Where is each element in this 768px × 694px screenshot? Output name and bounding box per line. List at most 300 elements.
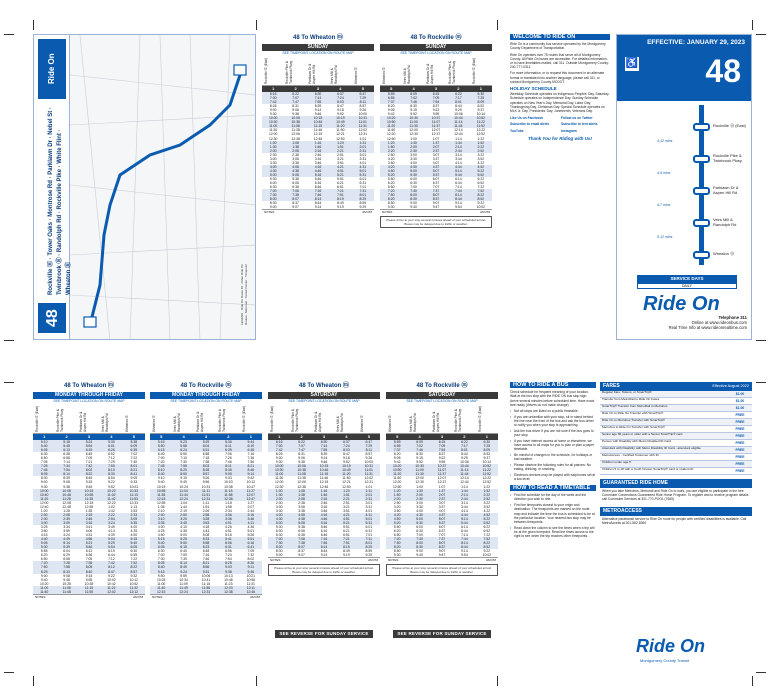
trip-time: 6:31 bbox=[202, 448, 210, 453]
trip-time: 5:01 bbox=[365, 516, 373, 521]
trip-time: 12:50 bbox=[342, 484, 351, 489]
trip-time: 11:00 bbox=[275, 472, 284, 477]
realtime-link[interactable]: Real Time Info at www.rideonrealtime.com bbox=[668, 325, 747, 330]
trip-time: 5:00 bbox=[269, 172, 277, 177]
facebook-link[interactable]: Like Us on Facebook bbox=[510, 116, 543, 121]
trip-time: 9:59 bbox=[432, 112, 440, 117]
trip-time: 7:17 bbox=[455, 96, 462, 101]
trip-time: 6:30 bbox=[410, 181, 417, 186]
arrival-note: Please arrive at your stop several minutes ahead of your scheduled arrival. Buses may be delayed due to traffic or weather. bbox=[268, 564, 380, 576]
trip-time: 7:20 bbox=[393, 537, 401, 542]
trip-time: 6:38 bbox=[63, 452, 70, 457]
timepoint-number: 1 bbox=[479, 86, 482, 91]
trip-time: 8:03 bbox=[337, 100, 344, 105]
trip-time: 10:02 bbox=[107, 577, 116, 582]
trip-time: 7:22 bbox=[130, 557, 138, 562]
trip-time: 6:30 bbox=[269, 185, 277, 190]
trip-time: 9:07 bbox=[438, 549, 446, 554]
route-line bbox=[90, 75, 240, 325]
trip-time: 2:21 bbox=[343, 496, 350, 501]
trip-time: 8:01 bbox=[461, 448, 468, 453]
trip-time: 9:38 bbox=[225, 569, 232, 574]
trip-time: 10:46 bbox=[319, 468, 329, 473]
trip-time: 12:08 bbox=[62, 500, 71, 505]
trip-time: 4:50 bbox=[393, 516, 401, 521]
trip-time: 11:01 bbox=[358, 120, 367, 125]
cover-route-number: 48 bbox=[705, 53, 741, 89]
trip-time: 4:00 bbox=[275, 512, 283, 517]
fare-type: Ride On to Ride On Transfer with SmarTrip® bbox=[602, 411, 664, 415]
trip-time: 11:08 bbox=[297, 472, 306, 477]
trip-time: 1:53 bbox=[130, 508, 138, 513]
trip-time: 7:45 bbox=[40, 468, 48, 473]
crop-mark bbox=[752, 676, 753, 686]
trip-time: 2:20 bbox=[387, 148, 395, 153]
trip-time: 7:00 bbox=[275, 537, 283, 542]
trip-time: 11:37 bbox=[431, 124, 441, 129]
trip-time: 7:01 bbox=[359, 185, 367, 190]
trip-time: 12:38 bbox=[224, 496, 233, 501]
trip-time: 6:37 bbox=[438, 529, 446, 534]
trip-time: 8:29 bbox=[365, 545, 373, 550]
trip-time: 3:35 bbox=[157, 520, 165, 525]
trip-time: 11:35 bbox=[157, 492, 166, 497]
trip-time: 3:51 bbox=[343, 508, 350, 513]
trip-time: 10:19 bbox=[342, 464, 351, 469]
trip-time: 6:22 bbox=[477, 176, 485, 181]
trip-time: 5:50 bbox=[387, 176, 395, 181]
trip-time: 9:05 bbox=[387, 108, 395, 113]
social-links bbox=[510, 116, 610, 133]
trip-time: 4:08 bbox=[298, 512, 305, 517]
trip-time: 2:37 bbox=[438, 496, 446, 501]
trip-time: 12:15 bbox=[313, 132, 323, 137]
trip-time: 12:22 bbox=[482, 476, 492, 481]
notes-label: NOTES bbox=[152, 594, 163, 599]
travel-time: 5-12 mins bbox=[657, 235, 673, 239]
trip-time: 8:25 bbox=[40, 569, 48, 574]
trip-time: 8:01 bbox=[130, 464, 138, 469]
trip-time: 10:49 bbox=[342, 468, 351, 473]
trip-time: 10:06 bbox=[291, 116, 300, 121]
trip-time: 10:50 bbox=[392, 468, 402, 473]
trip-time: 1:35 bbox=[157, 504, 165, 509]
trip-time: 12:07 bbox=[431, 128, 441, 133]
trip-rows bbox=[262, 92, 374, 209]
trip-time: 3:22 bbox=[477, 152, 485, 157]
youtube-link[interactable]: YouTube bbox=[510, 128, 524, 133]
trip-time: 11:00 bbox=[415, 468, 424, 473]
trip-time: 3:00 bbox=[275, 504, 283, 509]
timepoint-label: Parklawn Dr & Aspen Hill Rd bbox=[713, 185, 739, 195]
trip-time: 8:52 bbox=[477, 197, 485, 202]
schedule-subtitle: SEE TIMEPOINT LOCATION ON ROUTE MAP bbox=[288, 399, 360, 403]
trip-time: 12:00 bbox=[39, 500, 49, 505]
trip-time: 5:33 bbox=[202, 537, 210, 542]
trip-time: 4:46 bbox=[314, 168, 322, 173]
fare-type: Children under age 5 bbox=[602, 460, 631, 464]
trip-time: 11:44 bbox=[454, 124, 463, 129]
timepoint-name: Veirs Mill & Randolph Rd bbox=[101, 413, 110, 432]
trip-time: 9:26 bbox=[365, 456, 373, 461]
trip-time: 10:52 bbox=[129, 581, 139, 586]
trip-time: 7:54 bbox=[63, 468, 70, 473]
text-alerts-link[interactable]: Subscribe to text alerts bbox=[561, 122, 598, 127]
trip-time: 9:38 bbox=[63, 484, 70, 489]
schedule-footer bbox=[262, 209, 374, 214]
trip-time: 11:00 bbox=[409, 120, 418, 125]
trip-time: 3:16 bbox=[247, 512, 255, 517]
trip-time: 11:52 bbox=[482, 472, 491, 477]
trip-time: 5:00 bbox=[416, 516, 423, 521]
travel-time: 4-7 mins bbox=[657, 203, 671, 207]
trip-time: 5:30 bbox=[269, 176, 277, 181]
how-to-ride-list bbox=[510, 409, 596, 481]
back-logo: Ride On bbox=[636, 636, 706, 656]
trip-time: 1:46 bbox=[314, 144, 322, 149]
timepoint-marker bbox=[693, 251, 710, 259]
trip-time: 7:31 bbox=[359, 189, 367, 194]
trip-time: 9:00 bbox=[40, 573, 48, 578]
trip-time: 9:26 bbox=[202, 476, 210, 481]
trip-time: 10:47 bbox=[246, 484, 256, 489]
trip-time: 6:00 bbox=[416, 524, 423, 529]
trip-time: 7:16 bbox=[202, 553, 210, 558]
trip-time: 6:15 bbox=[180, 545, 187, 550]
schedule-footer bbox=[150, 594, 262, 599]
trip-time: 3:01 bbox=[365, 500, 373, 505]
trip-time: 8:54 bbox=[108, 476, 115, 481]
how-to-read-title: HOW TO READ A TIMETABLE bbox=[510, 485, 596, 491]
notes-label: NOTES bbox=[264, 210, 275, 215]
trip-time: 12:52 bbox=[476, 132, 486, 137]
trip-time: 7:16 bbox=[320, 537, 328, 542]
trip-time: 12:55 bbox=[84, 504, 94, 509]
fare-type: Person with Disability with Metro Disabled ID Card bbox=[602, 439, 671, 443]
trip-time: 8:11 bbox=[365, 448, 372, 453]
trip-time: 7:22 bbox=[130, 456, 138, 461]
trip-time: 6:47 bbox=[365, 440, 373, 444]
trip-time: 4:40 bbox=[40, 537, 48, 542]
twitter-link[interactable]: Follow us on Twitter bbox=[561, 116, 593, 121]
trip-time: 8:44 bbox=[455, 197, 462, 202]
trip-time: 11:20 bbox=[387, 124, 396, 129]
crop-mark bbox=[752, 20, 753, 30]
trip-time: 8:30 bbox=[416, 545, 423, 550]
trip-time: 3:14 bbox=[461, 500, 468, 505]
trip-time: 7:14 bbox=[314, 96, 322, 101]
trip-time: 1:16 bbox=[314, 140, 322, 145]
trip-time: 11:50 bbox=[387, 128, 396, 133]
trip-time: 10:31 bbox=[201, 484, 211, 489]
trip-time: 3:37 bbox=[432, 156, 440, 161]
trip-time: 10:55 bbox=[84, 492, 94, 497]
trip-time: 5:01 bbox=[247, 529, 255, 534]
trip-time: 5:07 bbox=[438, 516, 446, 521]
trip-time: 7:54 bbox=[432, 100, 440, 105]
trip-time: 5:20 bbox=[387, 172, 395, 177]
trip-time: 10:08 bbox=[62, 488, 71, 493]
trip-time: 11:55 bbox=[84, 589, 94, 594]
trip-time: 12:46 bbox=[313, 136, 323, 141]
trip-time: 7:35 bbox=[85, 561, 93, 566]
trip-time: 1:51 bbox=[202, 504, 210, 509]
trip-time: 6:30 bbox=[157, 549, 165, 554]
trip-time: 5:41 bbox=[225, 537, 232, 542]
trip-time: 2:52 bbox=[477, 148, 485, 153]
trip-time: 9:29 bbox=[359, 205, 367, 210]
trip-time: 4:36 bbox=[247, 524, 255, 529]
trip-time: 5:30 bbox=[108, 440, 115, 444]
trip-time: 12:24 bbox=[179, 496, 188, 501]
timepoint-number: 1 bbox=[278, 434, 281, 439]
trip-time: 9:52 bbox=[416, 460, 423, 465]
timepoint-number: 4 bbox=[345, 434, 348, 439]
schedule-header: 48 To Rockville ⓜ bbox=[410, 35, 462, 41]
trip-time: 9:49 bbox=[180, 480, 187, 485]
trip-time: 5:10 bbox=[40, 440, 48, 444]
trip-time: 1:50 bbox=[393, 492, 401, 497]
trip-time: 1:44 bbox=[461, 488, 468, 493]
trip-time: 1:07 bbox=[438, 484, 446, 489]
trip-time: 12:22 bbox=[107, 500, 116, 505]
trip-time: 3:01 bbox=[359, 152, 367, 157]
trip-time: 6:01 bbox=[365, 524, 373, 529]
how-to-ride-intro: Check schedule for frequent meaning of your location. Wait at the bus stop with the RIDE ON bus stop sign. Arrive several minutes before scheduled time. Have exact fare ready (drivers do not make change). bbox=[510, 390, 595, 407]
trip-time: 9:42 bbox=[393, 460, 401, 465]
trip-time: 6:37 bbox=[432, 181, 440, 186]
trip-time: 6:01 bbox=[359, 176, 367, 181]
trip-time: 11:09 bbox=[179, 581, 188, 586]
trip-time: 3:20 bbox=[180, 516, 187, 521]
trip-time: 10:02 bbox=[482, 553, 492, 558]
trip-time: 8:30 bbox=[269, 201, 277, 206]
trip-time: 9:11 bbox=[247, 565, 254, 570]
trip-time: 12:44 bbox=[460, 480, 469, 485]
trip-time: 7:56 bbox=[247, 460, 255, 465]
crop-mark bbox=[256, 20, 257, 30]
trip-time: 6:30 bbox=[314, 92, 322, 96]
trip-time: 7:46 bbox=[320, 541, 328, 546]
timepoint-marker bbox=[693, 155, 710, 163]
trip-time: 8:57 bbox=[130, 569, 138, 574]
trip-time: 4:35 bbox=[180, 529, 187, 534]
trip-time: 3:36 bbox=[225, 516, 232, 521]
trip-time: 3:30 bbox=[275, 508, 283, 513]
trip-time: 10:00 bbox=[358, 112, 368, 117]
trip-time: 8:07 bbox=[298, 545, 305, 550]
trip-time: 12:46 bbox=[319, 484, 329, 489]
trip-time: 8:30 bbox=[108, 472, 115, 477]
cover-panel bbox=[616, 34, 752, 340]
trip-time: 8:03 bbox=[202, 464, 210, 469]
schedule-header: 48 To Wheaton ⓜ bbox=[293, 35, 343, 41]
trip-time: 5:52 bbox=[483, 520, 491, 525]
trip-time: 11:31 bbox=[358, 124, 367, 129]
trip-time: 12:11 bbox=[246, 585, 255, 590]
trip-time: 7:37 bbox=[438, 537, 446, 542]
trip-time: 8:11 bbox=[225, 464, 232, 469]
trip-time: 6:16 bbox=[320, 529, 328, 534]
trip-time: 8:49 bbox=[180, 565, 187, 570]
trip-time: 7:05 bbox=[40, 460, 48, 465]
timepoint-marker bbox=[693, 123, 710, 131]
ride-on-logo: Ride On bbox=[38, 39, 66, 99]
trip-time: 6:11 bbox=[85, 549, 93, 554]
trip-time: 6:37 bbox=[337, 92, 344, 96]
timepoint-name: Wheaton ⓜ bbox=[124, 415, 129, 432]
trip-time: 6:19 bbox=[85, 448, 93, 453]
travel-time: 4-12 mins bbox=[657, 139, 673, 143]
trip-time: 10:03 bbox=[224, 480, 233, 485]
trip-time: 7:46 bbox=[225, 460, 232, 465]
telephone: Telephone 311 bbox=[718, 315, 747, 320]
fares-panel bbox=[600, 382, 752, 527]
trip-time: 10:20 bbox=[386, 116, 396, 121]
trip-time: 4:00 bbox=[416, 508, 423, 513]
trip-time: 10:00 bbox=[274, 464, 284, 469]
trip-time: 12:50 bbox=[336, 136, 345, 141]
fares-table bbox=[600, 391, 752, 475]
trip-time: 2:37 bbox=[432, 148, 440, 153]
trip-time: 5:24 bbox=[85, 440, 93, 444]
trip-time: 2:50 bbox=[387, 152, 395, 157]
timepoint-headers bbox=[33, 404, 145, 434]
trip-time: 4:52 bbox=[483, 512, 491, 517]
trip-time: 5:15 bbox=[157, 537, 165, 542]
trip-time: 6:41 bbox=[247, 545, 255, 550]
schedule-day: SUNDAY bbox=[380, 44, 492, 51]
trip-time: 9:03 bbox=[225, 565, 232, 570]
trip-time: 2:30 bbox=[269, 152, 277, 157]
trip-time: 7:42 bbox=[85, 464, 93, 469]
trip-time: 8:50 bbox=[393, 549, 401, 554]
trip-time: 7:37 bbox=[393, 448, 401, 453]
timepoint-number: 2 bbox=[294, 86, 297, 91]
trip-time: 11:15 bbox=[84, 585, 94, 590]
trip-time: 5:46 bbox=[314, 176, 322, 181]
trip-time: 4:01 bbox=[225, 520, 232, 525]
trip-time: 3:09 bbox=[63, 520, 70, 525]
trip-time: 7:37 bbox=[432, 189, 440, 194]
trip-time: 5:37 bbox=[432, 172, 440, 177]
trip-time: 9:08 bbox=[63, 573, 70, 578]
trip-time: 12:31 bbox=[364, 480, 374, 485]
trip-time: 9:46 bbox=[320, 460, 328, 465]
trip-time: 5:18 bbox=[63, 440, 70, 444]
schedule-footer bbox=[380, 209, 492, 214]
email-alerts-link[interactable]: Subscribe to email alerts bbox=[510, 122, 550, 127]
website-link[interactable]: Online at www.rideonbus.com bbox=[691, 320, 747, 325]
trip-time: 8:49 bbox=[337, 201, 344, 206]
fare-type: Regular Fare, Tokens, or SmarTrip® bbox=[602, 390, 652, 394]
trip-time: 12:15 bbox=[84, 500, 94, 505]
trip-time: 5:38 bbox=[298, 524, 305, 529]
trip-time: 2:33 bbox=[130, 512, 138, 517]
trip-time: 2:46 bbox=[314, 152, 322, 157]
trip-time: 9:40 bbox=[40, 577, 48, 582]
schedule-day: SUNDAY bbox=[262, 44, 374, 51]
trip-time: 1:30 bbox=[410, 140, 417, 145]
crop-mark bbox=[4, 34, 14, 35]
trip-time: 12:30 bbox=[268, 136, 278, 141]
trip-time: 6:13 bbox=[63, 448, 70, 453]
trip-time: 6:50 bbox=[40, 557, 48, 562]
trip-time: 8:14 bbox=[320, 545, 328, 550]
trip-time: 1:42 bbox=[108, 508, 115, 513]
trip-rows bbox=[33, 440, 145, 594]
trip-time: 7:09 bbox=[438, 444, 446, 449]
trip-time: 8:47 bbox=[108, 569, 115, 574]
trip-time: 8:09 bbox=[483, 448, 491, 453]
trip-time: 6:50 bbox=[387, 185, 395, 190]
timepoint-name: Rockville Pike & Twinbrook Pkwy bbox=[454, 408, 463, 432]
trip-time: 9:06 bbox=[292, 108, 299, 113]
trip-time: 8:21 bbox=[247, 464, 255, 469]
trip-time: 1:52 bbox=[477, 140, 485, 145]
timepoint-number: 2 bbox=[227, 434, 230, 439]
instagram-link[interactable]: Instagram bbox=[561, 128, 577, 133]
trip-time: 9:15 bbox=[416, 456, 423, 461]
trip-time: 11:20 bbox=[40, 496, 49, 501]
trip-time: 8:22 bbox=[483, 541, 491, 546]
trip-time: 1:28 bbox=[63, 508, 70, 513]
trip-time: 2:44 bbox=[461, 496, 468, 501]
trip-time: 7:29 bbox=[108, 460, 115, 465]
trip-time: 3:00 bbox=[40, 520, 48, 525]
trip-time: 2:40 bbox=[157, 512, 165, 517]
trip-time: 12:02 bbox=[107, 589, 116, 594]
trip-time: 12:50 bbox=[392, 484, 402, 489]
trip-time: 4:38 bbox=[298, 516, 305, 521]
trip-time: 10:46 bbox=[313, 120, 323, 125]
timepoint-name: Rockville ⓜ (East) bbox=[35, 405, 39, 432]
trip-time: 4:31 bbox=[85, 533, 93, 538]
schedule-sunday-to-rockville bbox=[380, 34, 492, 228]
trip-time: 8:59 bbox=[365, 549, 373, 554]
trip-time: 5:54 bbox=[85, 444, 93, 449]
list-item: • If you are unfamiliar with your stop, sit or stand behind the line near the front of the bus and ask the bus driver to notify you when your stop is approaching. bbox=[510, 415, 596, 428]
trip-time: 7:30 bbox=[410, 189, 417, 194]
trip-time: 2:31 bbox=[359, 148, 367, 153]
trip-time: 3:50 bbox=[40, 529, 48, 534]
timepoint-name: Parklawn Dr & Aspen Hill Rd bbox=[307, 63, 316, 84]
trip-time: 8:05 bbox=[85, 565, 93, 570]
trip-time: 10:55 bbox=[156, 488, 166, 493]
trip-time: 8:26 bbox=[275, 452, 283, 457]
trip-time: 12:00 bbox=[274, 480, 284, 485]
trip-time: 11:22 bbox=[107, 585, 116, 590]
trip-time: 4:30 bbox=[269, 168, 277, 173]
trip-time: 8:30 bbox=[40, 476, 48, 481]
trip-time: 6:40 bbox=[180, 549, 187, 554]
trip-time: 2:38 bbox=[292, 152, 299, 157]
trip-rows bbox=[380, 92, 492, 209]
trip-time: 12:14 bbox=[460, 476, 469, 481]
trip-time: 1:46 bbox=[320, 492, 328, 497]
trip-time: 5:59 bbox=[393, 440, 401, 444]
trip-time: 10:12 bbox=[246, 480, 256, 485]
timepoint-name: Veirs Mill & Randolph Rd bbox=[336, 413, 345, 432]
trip-time: 8:02 bbox=[247, 557, 255, 562]
trip-time: 12:31 bbox=[201, 589, 211, 594]
trip-time: 6:46 bbox=[314, 185, 322, 190]
trip-time: 5:08 bbox=[202, 533, 210, 538]
trip-time: 3:46 bbox=[314, 160, 322, 165]
trip-time: 3:50 bbox=[387, 160, 395, 165]
trip-time: 6:35 bbox=[130, 448, 138, 453]
fare-price: FREE bbox=[735, 434, 745, 438]
